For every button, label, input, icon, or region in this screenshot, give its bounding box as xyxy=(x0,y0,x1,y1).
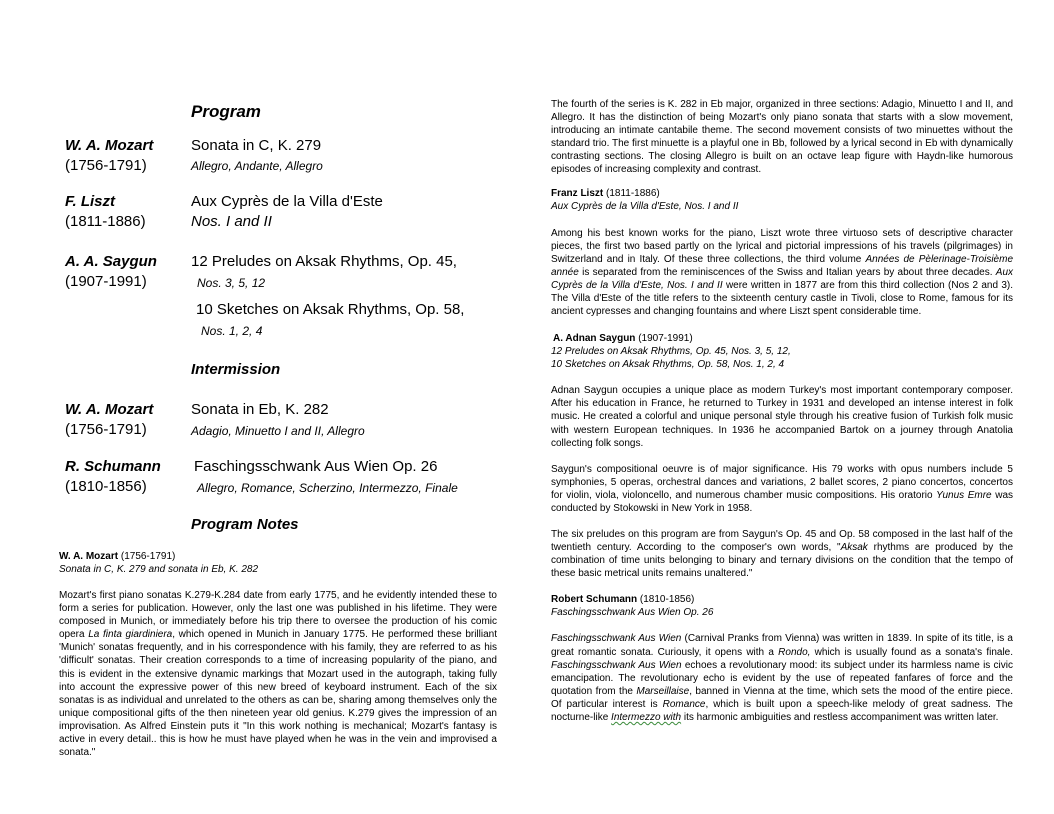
composer-dates: (1756-1791) xyxy=(65,421,147,438)
work-movements: Nos. I and II xyxy=(191,213,272,230)
note-composer-dates: (1756-1791) xyxy=(120,551,176,562)
note-composer-dates: (1811-1886) xyxy=(606,187,660,199)
note-composer-name: W. A. Mozart xyxy=(59,551,119,562)
mozart-note xyxy=(59,550,497,759)
note-paragraph: The six preludes on this program are from Saygun's Op. 45 and Op. 58 composed in the last half of the twentieth century. According to the composer's own words, "Aksak rhythms are produced by the combination of time units belonging to binary and ternary divisions on the condition that the tempo of these basic metrical units remains unaltered." xyxy=(551,529,1014,580)
note-paragraph: Among his best known works for the piano, Liszt wrote three virtuoso sets of descriptive character pieces, the first two based partly on the lyrical and pictorial impressions of his travels (pilgrimages) in Switzerland and in Italy. Of these three collections, the third volume Années de Pèlerinage-Troisième année is separated from the reminiscences of the Swiss and Italian years by about three decades. Aux Cyprès de la Villa d'Este, Nos. I and II were written in 1877 are from this third collection (Nos 2 and 3). The Villa d'Este of the title refers to the sixteenth century castle in Tivoli, close to Rome, famous for its ancient cypresses and changing fountains and where Liszt spent considerable time. xyxy=(551,227,1014,318)
note-paragraph: The fourth of the series is K. 282 in Eb major, organized in three sections: Adagio, Minuetto I and II, and Allegro. It has the distinction of being Mozart's only piano sonata that starts with a slow movement, introducing an intimate cantabile theme. The second movement consists of two minuettes without the standard trio. The first minuette is a playful one in Bb, followed by a lyrical second in Eb with dynamically contrasting sections. The closing Allegro is built on an octave leap figure with Haydn-like humorous episodes of increasing complexity and contrast. xyxy=(551,99,1013,176)
work-title: 12 Preludes on Aksak Rhythms, Op. 45, xyxy=(191,253,457,270)
work-movements: Allegro, Romance, Scherzino, Intermezzo, Finale xyxy=(197,481,458,495)
work-movements: Nos. 3, 5, 12 xyxy=(197,276,266,290)
program-notes-heading: Program Notes xyxy=(191,516,299,533)
work-movements: Adagio, Minuetto I and II, Allegro xyxy=(191,424,365,438)
work-movements: Nos. 1, 2, 4 xyxy=(201,324,263,338)
composer-dates: (1756-1791) xyxy=(65,157,147,174)
composer-dates: (1810-1856) xyxy=(65,478,147,495)
note-works: Sonata in C, K. 279 and sonata in Eb, K. 282 xyxy=(59,564,259,575)
note-composer-name: Franz Liszt xyxy=(551,187,604,199)
work-title: 10 Sketches on Aksak Rhythms, Op. 58, xyxy=(196,301,465,318)
work-title: Aux Cyprès de la Villa d'Este xyxy=(191,193,383,210)
note-works: 10 Sketches on Aksak Rhythms, Op. 58, Nos. 1, 2, 4 xyxy=(551,359,785,371)
program-heading: Program xyxy=(191,102,261,121)
spellcheck-underlined-text: Intermezzo with xyxy=(611,712,682,723)
right-column xyxy=(551,98,1013,724)
work-title: Faschingsschwank Aus Wien Op. 26 xyxy=(194,458,438,475)
composer-name: F. Liszt xyxy=(65,193,116,210)
note-works: Faschingsschwank Aus Wien Op. 26 xyxy=(551,607,714,619)
composer-dates: (1811-1886) xyxy=(65,213,146,230)
note-works: 12 Preludes on Aksak Rhythms, Op. 45, Nos. 3, 5, 12, xyxy=(551,346,791,358)
composer-name: A. A. Saygun xyxy=(65,253,157,270)
composer-name: R. Schumann xyxy=(65,458,161,475)
composer-name: W. A. Mozart xyxy=(65,137,154,154)
note-paragraph: Adnan Saygun occupies a unique place as modern Turkey's most important contemporary composer. After his education in France, he returned to Turkey in 1931 and developed an intense interest in folk music. He created a colorful and unique personal style through his creative fusion of Turkish folk music with western European techniques. In 1936 he accompanied Bartok on a journey through Anatolia collecting folk songs. xyxy=(551,385,1013,449)
composer-dates: (1907-1991) xyxy=(65,273,147,290)
note-paragraph: Faschingsschwank Aus Wien (Carnival Pranks from Vienna) was written in 1839. In spite of its title, is a great romantic sonata. Curiously, it opens with a Rondo, which is usually found as a sonata's finale. Faschingsschwank Aus Wien echoes a revolutionary mood: its subject under its harmless name is civic emancipation. The revolutionary echo is evident by the use of repeated fanfares of force and the quotation from the Marseillaise, banned in Vienna at the time, which sets the mood of the entire piece. Of particular interest is Romance, which is built upon a speech-like melody of great sadness. The nocturne-like Intermezzo with its harmonic ambiguities and restless accompaniment was written later. xyxy=(551,633,1014,723)
work-title: Sonata in Eb, K. 282 xyxy=(191,401,329,418)
note-works: Aux Cyprès de la Villa d'Este, Nos. I and II xyxy=(551,200,739,212)
note-composer-dates: (1907-1991) xyxy=(638,333,693,345)
note-paragraph: Saygun's compositional oeuvre is of major significance. His 79 works with opus numbers include 5 symphonies, 5 operas, orchestral dances and variations, 2 ballet scores, 2 piano concertos, concertos for violin, viola, violoncello, and numerous chamber music compositions. His oratorio Yunus Emre was conducted by Stokowski in New York in 1958. xyxy=(551,463,1014,514)
work-movements: Allegro, Andante, Allegro xyxy=(191,159,323,173)
note-composer-name: A. Adnan Saygun xyxy=(553,333,636,345)
intermission-heading: Intermission xyxy=(191,361,281,378)
note-paragraph: Mozart's first piano sonatas K.279-K.284 date from early 1775, and he evidently intended these to form a series for publication. However, only the last one was published in his lifetime. They were composed in Munich, or immediately before his trip there to oversee the production of his comic opera La finta giardiniera, which opened in Munich in January 1775. He performed these brilliant 'Munich' sonatas frequently, and in his correspondence with his family, they are referred to as his 'difficult' sonatas. Their creation corresponds to a time of increasing popularity of the piano, and this is evident in the extensive dynamic markings that Mozart used in the autograph, taking fully into account the expressive power of this new breed of keyboard instrument. Each of the six sonatas is as individual and unrelated to the others as can be, sharing among themselves only the unique compositional gifts of the then nineteen year old genius. K.279 gives the impression of an improvisation. As Alfred Einstein puts it "In this work nothing is mechanical; Mozart's fantasy is active in every detail.. this is how he must have played when he was in the vein and improvised a sonata." xyxy=(59,590,497,759)
note-composer-dates: (1810-1856) xyxy=(639,594,695,606)
composer-name: W. A. Mozart xyxy=(65,401,154,418)
work-title: Sonata in C, K. 279 xyxy=(191,137,322,154)
note-composer-name: Robert Schumann xyxy=(551,594,638,606)
